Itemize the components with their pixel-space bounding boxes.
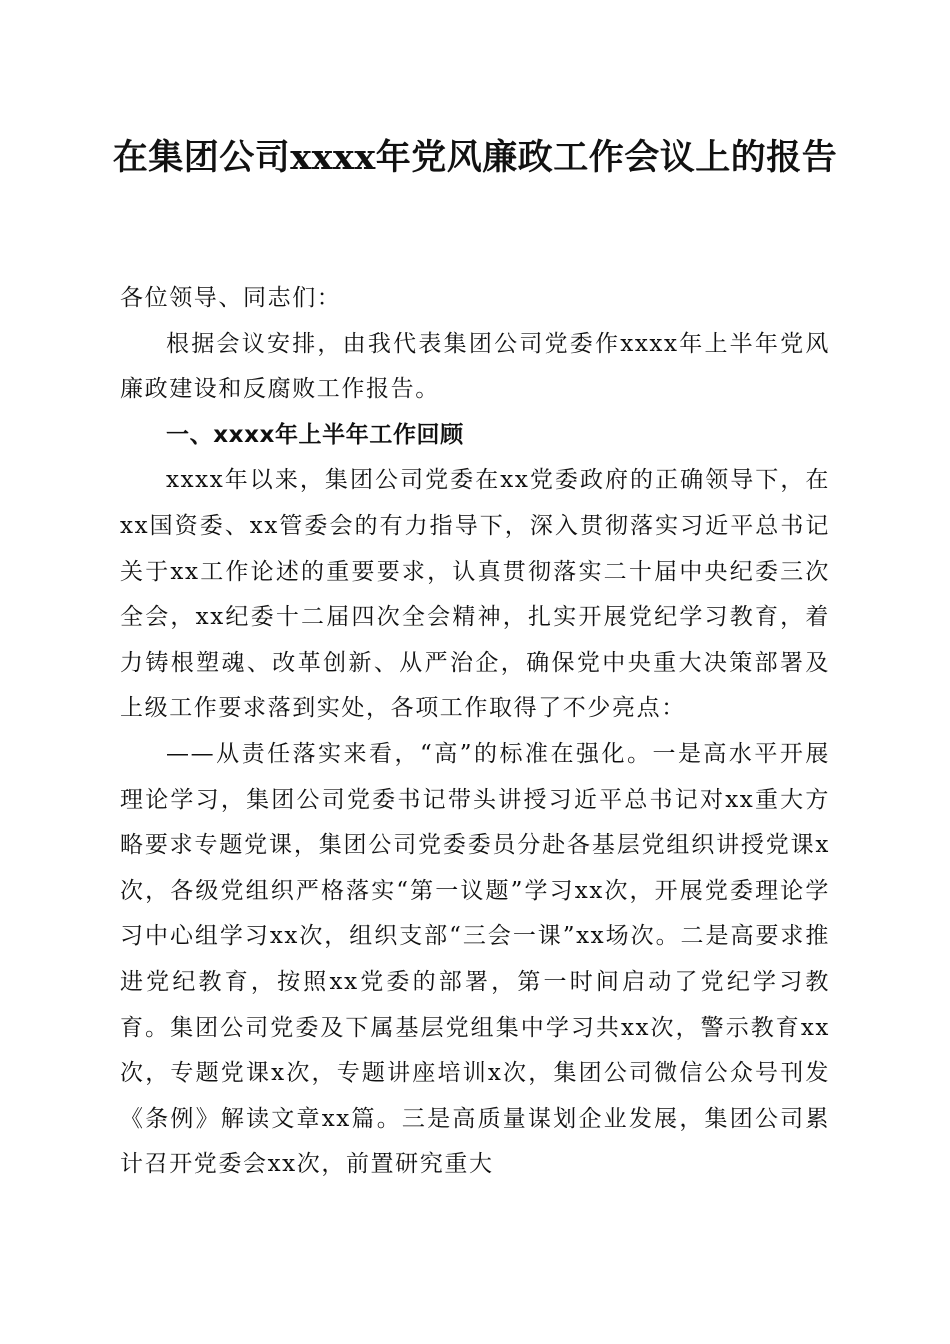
salutation: 各位领导、同志们： bbox=[120, 285, 342, 311]
paragraph-overview: xxxx年以来，集团公司党委在xx党委政府的正确领导下，在xx国资委、xx管委会的有力指导下，深入贯彻落实习近平总书记关于xx工作论述的重要要求，认真贯彻落实二十届中央纪委三次全会，xx纪委十二届四次全会精神，扎实开展党纪学习教育，着力铸根塑魂、改革创新、从严治企，确保党中央重大决策部署及上级工作要求落到实处，各项工作取得了不少亮点： bbox=[120, 467, 830, 722]
section-heading: 一、xxxx年上半年工作回顾 bbox=[166, 421, 464, 448]
paragraph-intro: 根据会议安排，由我代表集团公司党委作xxxx年上半年党风廉政建设和反腐败工作报告。 bbox=[120, 330, 830, 403]
paragraph-responsibility: ——从责任落实来看，“高”的标准在强化。一是高水平开展理论学习，集团公司党委书记带头讲授习近平总书记对xx重大方略要求专题党课，集团公司党委委员分赴各基层党组织讲授党课x次，各级党组织严格落实“第一议题”学习xx次，开展党委理论学习中心组学习xx次，组织支部“三会一课”xx场次。二是高要求推进党纪教育，按照xx党委的部署，第一时间启动了党纪学习教育。集团公司党委及下属基层党组集中学习共xx次，警示教育xx次，专题党课x次，专题讲座培训x次，集团公司微信公众号刊发《条例》解读文章xx篇。三是高质量谋划企业发展，集团公司累计召开党委会xx次，前置研究重大 bbox=[120, 740, 830, 1178]
document-title: 在集团公司xxxx年党风廉政工作会议上的报告 bbox=[112, 137, 838, 178]
document-body bbox=[120, 276, 830, 1188]
